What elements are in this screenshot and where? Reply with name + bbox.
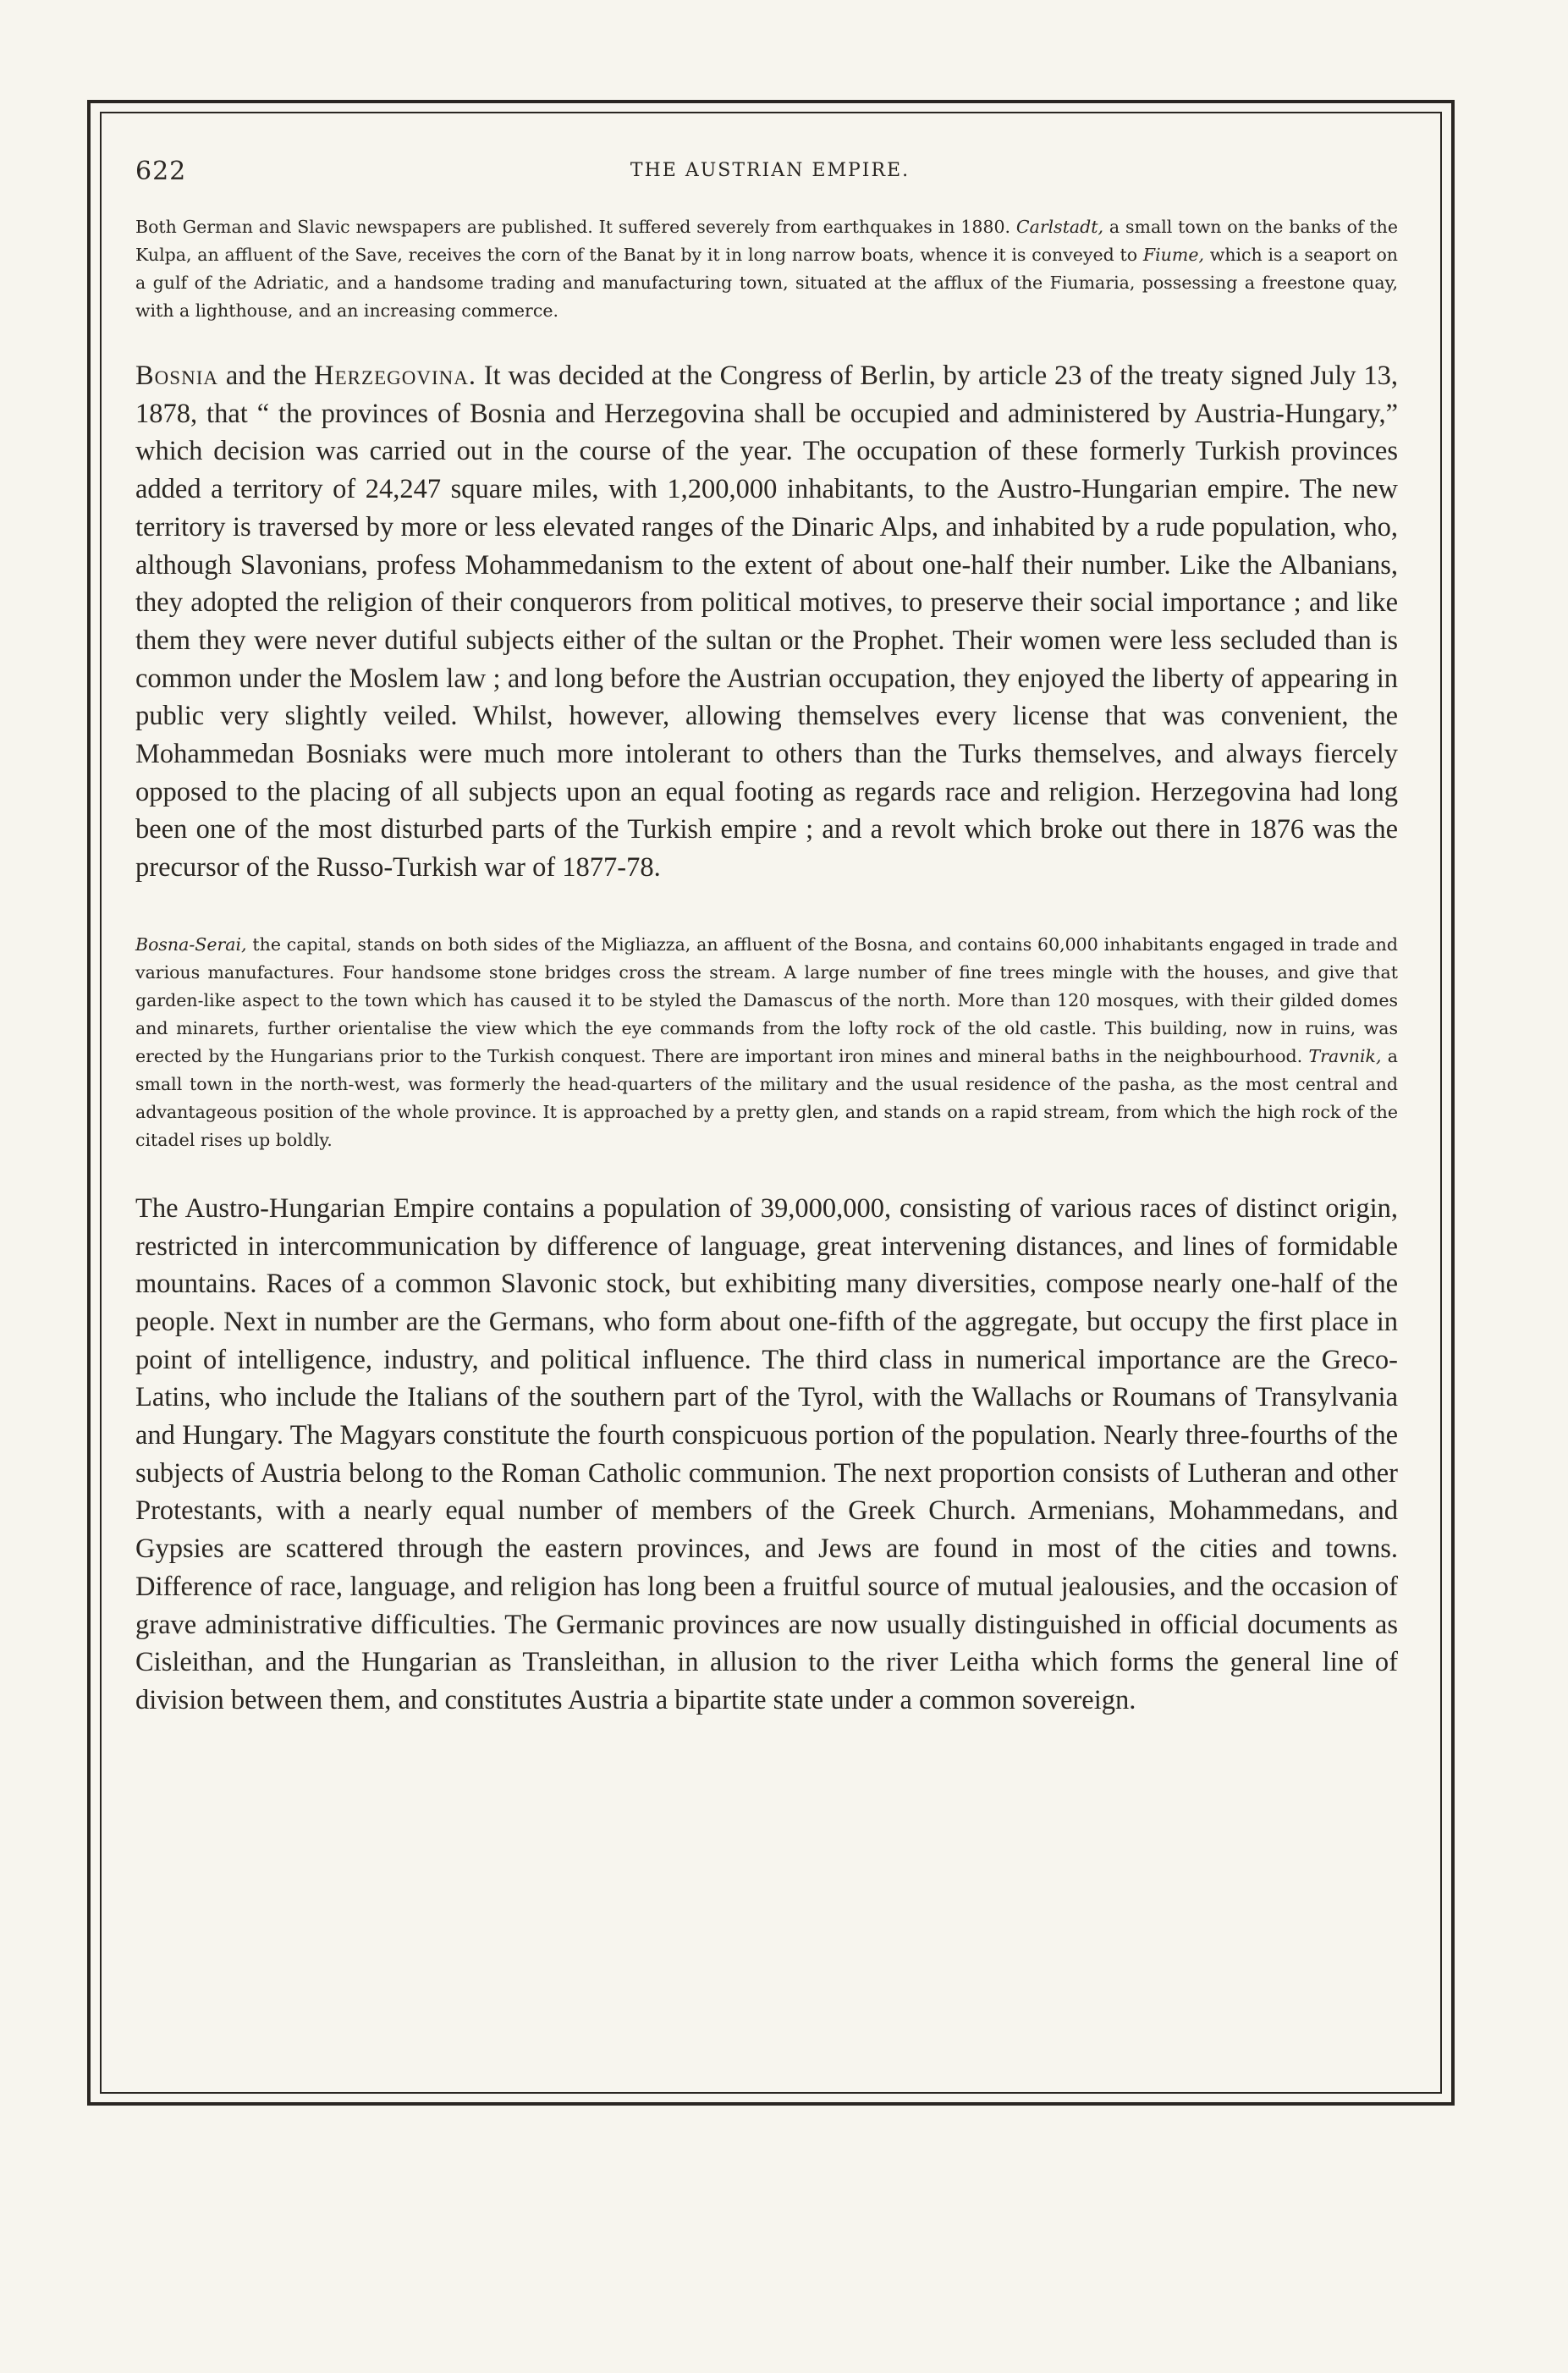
section-heading-herzegovina: Herzegovina. [314,361,476,391]
place-name-bosna-serai: Bosna-Serai, [135,933,247,955]
page-number: 622 [135,157,187,186]
page-body [135,213,1398,1720]
paragraph-text: The Austro-Hungarian Empire contains a population of 39,000,000, consisting of various races of distinct origin, restricted in intercommunication by difference of language, great intervening distances, and lines of formidable mountains. Races of a common Slavonic stock, but exhibiting many diversities, compose nearly one-half of the people. Next in number are the Germans, who form about one-fifth of the aggregate, but occupy the first place in point of intelligence, industry, and political influence. The third class in numerical importance are the Greco-Latins, who include the Italians of the southern part of the Tyrol, with the Wallachs or Roumans of Transylvania and Hungary. The Magyars constitute the fourth conspicuous portion of the population. Nearly three-fourths of the subjects of Austria belong to the Roman Catholic communion. The next proportion consists of Lutheran and other Protestants, with a nearly equal number of members of the Greek Church. Armenians, Mohammedans, and Gypsies are scattered through the eastern provinces, and Jews are found in most of the cities and towns. Difference of race, language, and religion has long been a fruitful source of mutual jealousies, and the occasion of grave administrative difficulties. The Germanic provinces are now usually distinguished in official documents as Cisleithan, and the Hungarian as Transleithan, in allusion to the river Leitha which forms the general line of division between them, and constitutes Austria a bipartite state under a common sovereign. [135,1192,1398,1715]
paragraph-carlstadt-fiume [135,213,1398,325]
paragraph-bosnia-herzegovina [135,357,1398,887]
paragraph-population [135,1190,1398,1720]
running-title: THE AUSTRIAN EMPIRE. [630,160,911,181]
paragraph-text: which is a seaport on a gulf of the Adriatic, and a handsome trading and manufacturing town, situated at the afflux of the Fiumaria, possessing a freestone quay, with a lighthouse, and an increasing commerce. [135,245,1399,321]
place-name-travnik: Travnik, [1308,1045,1382,1066]
paragraph-bosna-serai [135,931,1398,1154]
place-name-carlstadt: Carlstadt, [1015,217,1104,237]
paragraph-text: and the [217,361,315,391]
paragraph-text: It was decided at the Congress of Berlin, by article 23 of the treaty signed July 13, 1878, that “ the provinces of Bosnia and Herzegovina shall be occupied and administered by Austria-Hungary,” which decision was carried out in the course of the year. The occupation of these formerly Turkish provinces added a territory of 24,247 square miles, with 1,200,000 inhabitants, to the Austro-Hungarian empire. The new territory is traversed by more or less elevated ranges of the Dinaric Alps, and inhabited by a rude population, who, although Slavonians, profess Mohammedanism to the extent of about one-half their number. Like the Albanians, they adopted the religion of their conquerors from political motives, to preserve their social importance ; and like them they were never dutiful subjects either of the sultan or the Prophet. Their women were less secluded than is common under the Moslem law ; and long before the Austrian occupation, they enjoyed the liberty of appearing in public very slightly veiled. Whilst, however, allowing themselves every license that was convenient, the Mohammedan Bosniaks were much more intolerant to others than the Turks themselves, and always fiercely opposed to the placing of all subjects upon an equal footing as regards race and religion. Herzegovina had long been one of the most disturbed parts of the Turkish empire ; and a revolt which broke out there in 1876 was the precursor of the Russo-Turkish war of 1877-78. [135,361,1398,884]
place-name-fiume: Fiume, [1142,245,1204,265]
paragraph-text: the capital, stands on both sides of the Migliazza, an affluent of the Bosna, and contains 60,000 inhabitants engaged in trade and various manufactures. Four handsome stone bridges cross the stream. A large number of fine trees mingle with the houses, and give that garden-like aspect to the town which has caused it to be styled the Damascus of the north. More than 120 mosques, with their gilded domes and minarets, further orientalise the view which the eye commands from the lofty rock of the old castle. This building, now in ruins, was erected by the Hungarians prior to the Turkish conquest. There are important iron mines and mineral baths in the neighbourhood. [135,933,1398,1066]
paragraph-text: a small town on the banks of the Kulpa, an affluent of the Save, receives the corn of the Banat by it in long narrow boats, whence it is conveyed to [135,217,1399,265]
section-heading-bosnia: Bosnia [135,361,218,391]
paragraph-text: Both German and Slavic newspapers are published. It suffered severely from earthquakes in 1880. [135,217,1016,237]
page-header [135,157,1405,190]
paragraph-text: a small town in the north-west, was formerly the head-quarters of the military and the usual residence of the pasha, as the most central and advantageous position of the whole province. It is approached by a pretty glen, and stands on a rapid stream, from which the high rock of the citadel rises up boldly. [135,1045,1398,1150]
